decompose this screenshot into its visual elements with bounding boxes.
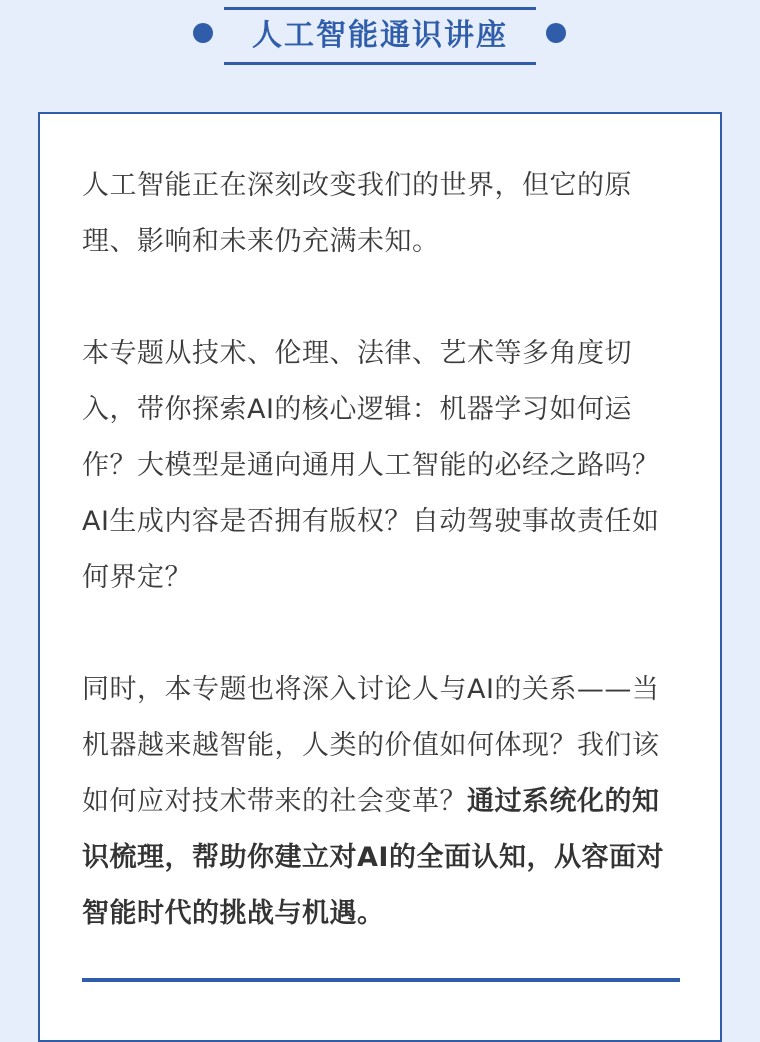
left-dot-icon xyxy=(193,23,213,43)
article-content xyxy=(82,158,682,942)
bottom-divider xyxy=(82,978,680,982)
paragraph-topics: 本专题从技术、伦理、法律、艺术等多角度切入，带你探索AI的核心逻辑：机器学习如何运作？大模型是通向通用人工智能的必经之路吗？AI生成内容是否拥有版权？自动驾驶事故责任如何界定？ xyxy=(82,338,660,593)
content-card xyxy=(38,112,722,1042)
page-title: 人工智能通识讲座 xyxy=(252,18,508,53)
title-box xyxy=(224,7,536,65)
header xyxy=(0,0,760,70)
paragraph-conclusion xyxy=(82,662,682,942)
paragraph-conclusion-normal: 同时，本专题也将深入讨论人与AI的关系——当机器越来越智能，人类的价值如何体现？我们该如何应对技术带来的社会变革？ xyxy=(82,674,660,817)
right-dot-icon xyxy=(546,23,566,43)
paragraph-conclusion-bold: 通过系统化的知识梳理，帮助你建立对AI的全面认知，从容面对智能时代的挑战与机遇。 xyxy=(82,786,664,929)
paragraph-intro: 人工智能正在深刻改变我们的世界，但它的原理、影响和未来仍充满未知。 xyxy=(82,170,632,257)
